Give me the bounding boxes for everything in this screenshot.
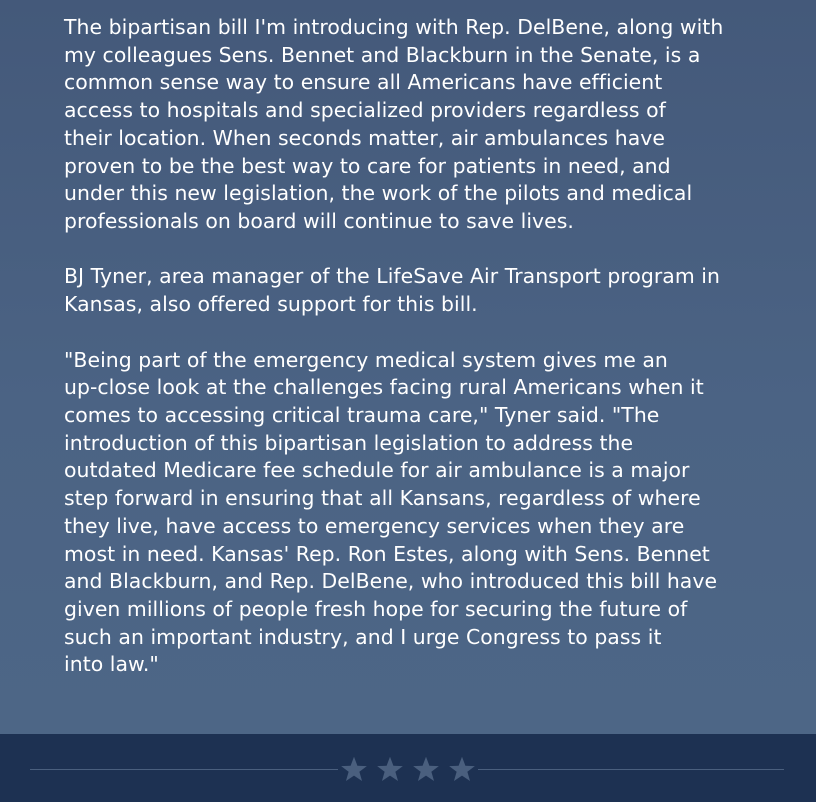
star-icon bbox=[376, 755, 404, 783]
quote-paragraph-1: The bipartisan bill I'm introducing with Rep. DelBene, along with my colleagues Sens. Bennet and Blackburn in the Senate, is a common sense way to ensure all Americans have efficient access to hospitals and specialized providers regardless of their location. When seconds matter, air ambulances have proven to be the best way to care for patients in need, and under this new legislation, the work of the pilots and medical professionals on board will continue to save lives. bbox=[64, 15, 724, 233]
star-icon bbox=[448, 755, 476, 783]
star-icon bbox=[412, 755, 440, 783]
star-icon bbox=[340, 755, 368, 783]
quote-paragraph-2: "Being part of the emergency medical system gives me an up-close look at the challenges facing rural Americans when it comes to accessing critical trauma care," Tyner said. "The introduction of this bipartisan legislation to address the outdated Medicare fee schedule for air ambulance is a major step forward in ensuring that all Kansans, regardless of where they live, have access to emergency services when they are most in need. Kansas' Rep. Ron Estes, along with Sens. Bennet and Blackburn, and Rep. DelBene, who introduced this bill have given millions of people fresh hope for securing the future of such an important industry, and I urge Congress to pass it into law." bbox=[64, 347, 718, 677]
footer-stars bbox=[340, 752, 476, 786]
support-paragraph: BJ Tyner, area manager of the LifeSave Air Transport program in Kansas, also offered support for this bill. bbox=[64, 264, 720, 317]
article-body bbox=[64, 14, 764, 679]
footer-divider-right bbox=[478, 769, 784, 770]
footer-divider-left bbox=[30, 769, 338, 770]
footer-bar bbox=[0, 734, 816, 802]
